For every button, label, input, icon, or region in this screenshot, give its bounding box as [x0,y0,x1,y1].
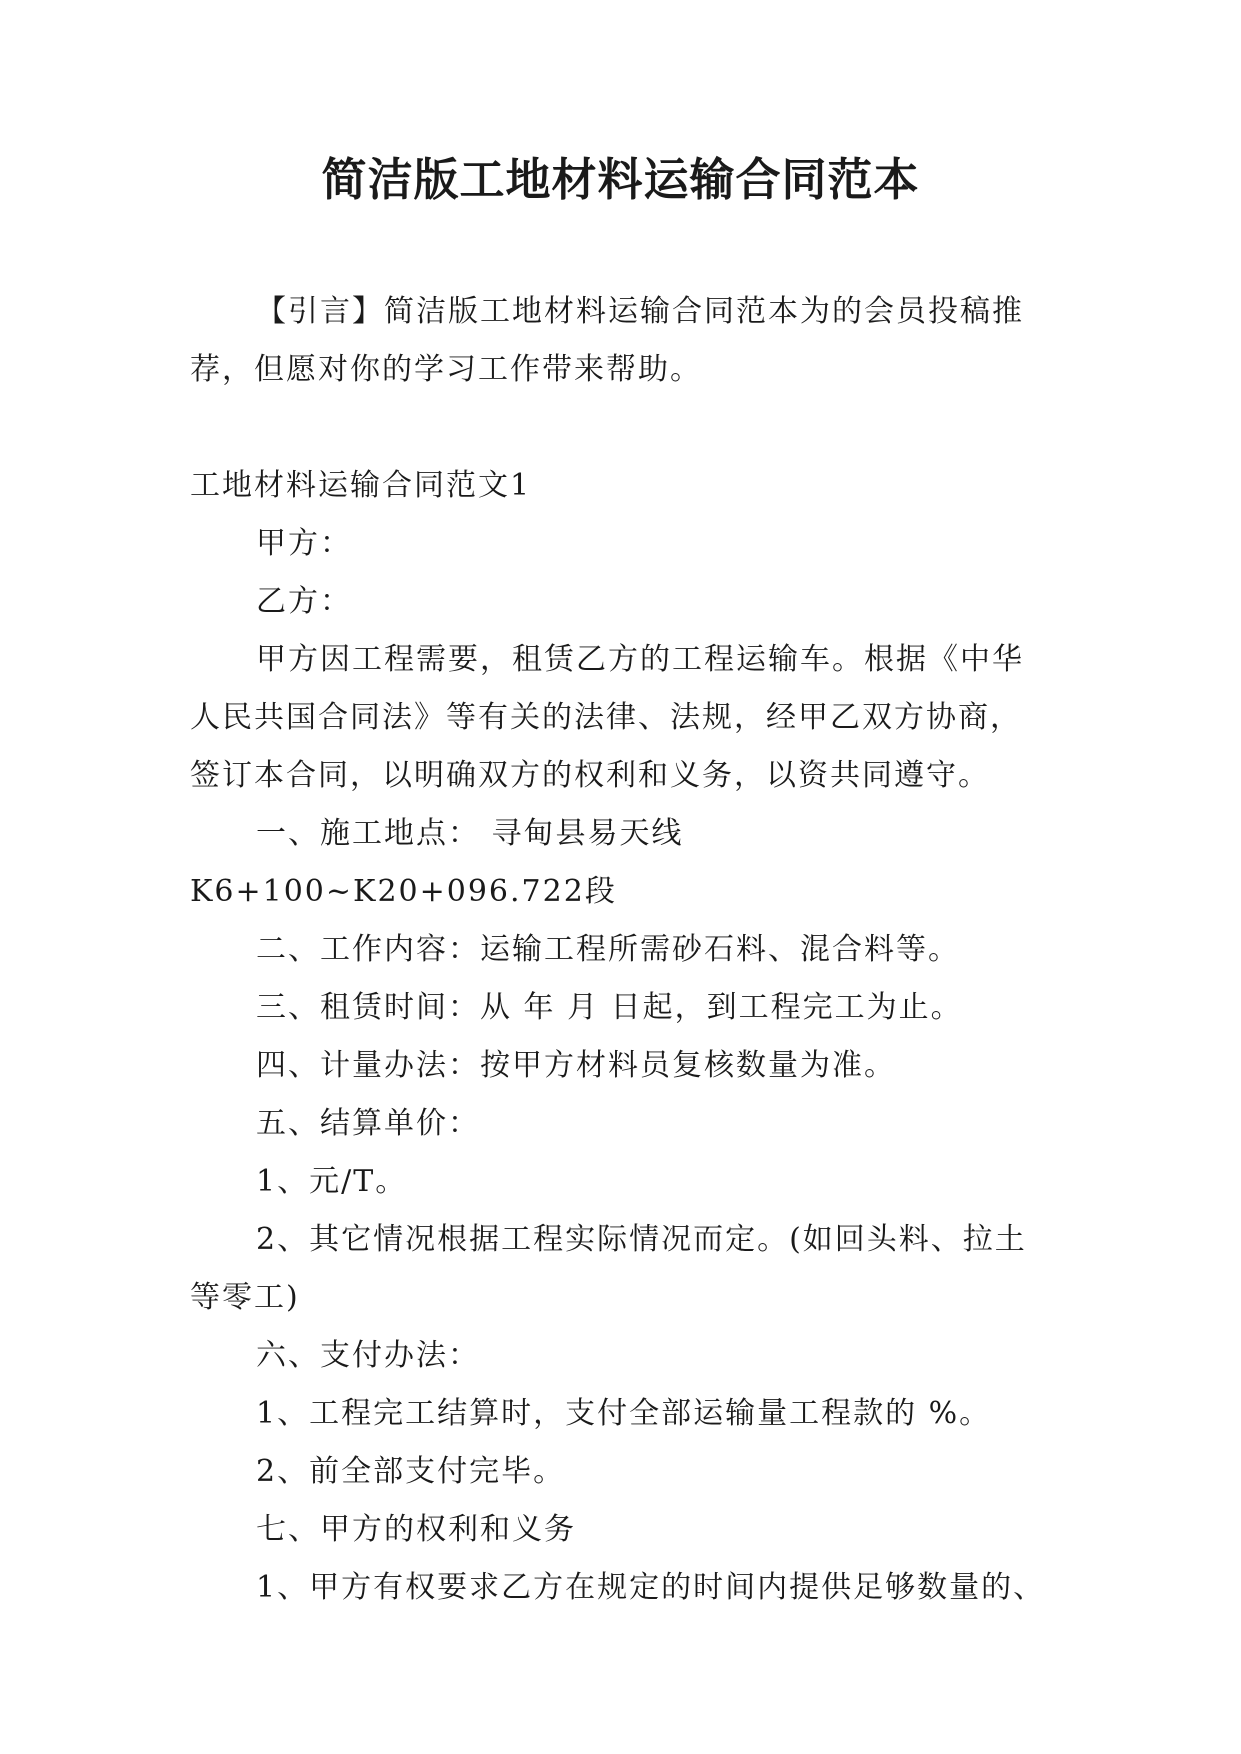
clause-unit-price-item-2: 2、其它情况根据工程实际情况而定。(如回头料、拉土等零工) [190,1222,1027,1315]
clause-site: 一、施工地点： 寻甸县易天线K6+100~K20+096.722段 [190,816,684,909]
section-heading: 工地材料运输合同范文1 [190,468,532,503]
intro-paragraph: 【引言】简洁版工地材料运输合同范本为的会员投稿推荐，但愿对你的学习工作带来帮助。 [190,294,1024,387]
clause-measurement: 四、计量办法：按甲方材料员复核数量为准。 [256,1048,896,1083]
party-b-line: 乙方： [256,584,352,619]
party-a-line: 甲方： [256,526,352,561]
clause-party-a-rights-item-1: 1、甲方有权要求乙方在规定的时间内提供足够数量的、 [256,1570,1046,1605]
clause-work-content: 二、工作内容：运输工程所需砂石料、混合料等。 [256,932,960,967]
clause-party-a-rights: 七、甲方的权利和义务 [256,1512,576,1547]
document-body [190,283,1050,1617]
preamble-paragraph: 甲方因工程需要，租赁乙方的工程运输车。根据《中华人民共国合同法》等有关的法律、法规，经甲乙双方协商，签订本合同，以明确双方的权利和义务，以资共同遵守。 [190,642,1024,793]
clause-payment-item-2: 2、前全部支付完毕。 [256,1454,566,1489]
clause-unit-price-item-1: 1、元/T。 [256,1164,408,1199]
clause-payment: 六、支付办法： [256,1338,480,1373]
clause-lease-time: 三、租赁时间：从 年 月 日起，到工程完工为止。 [256,990,963,1025]
clause-payment-item-1: 1、工程完工结算时，支付全部运输量工程款的 %。 [256,1396,992,1431]
document-title: 简洁版工地材料运输合同范本 [321,153,920,206]
clause-unit-price: 五、结算单价： [256,1106,480,1141]
